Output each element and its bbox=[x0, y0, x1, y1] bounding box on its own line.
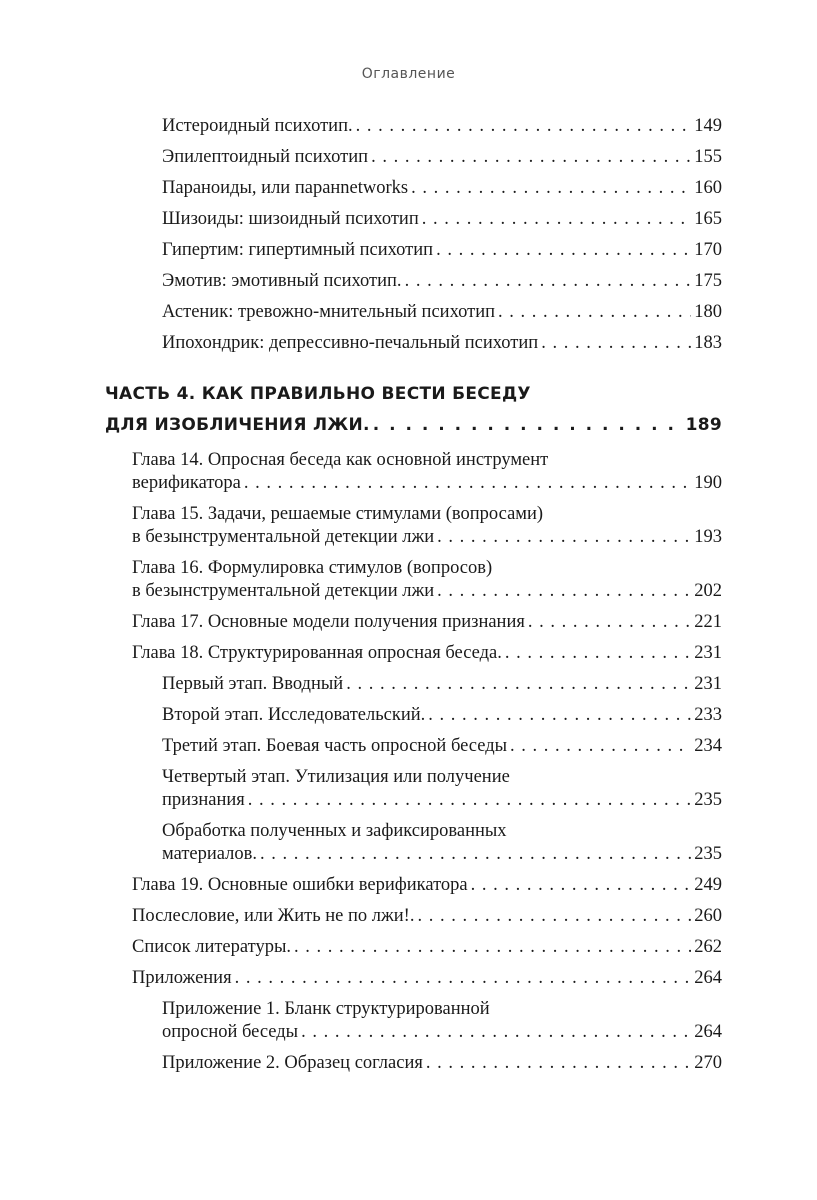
page-number: 190 bbox=[694, 473, 722, 493]
dot-leader bbox=[346, 673, 691, 696]
entry-title-line: Глава 18. Структурированная опросная беседа. bbox=[132, 643, 502, 663]
entry-title-line: материалов. bbox=[162, 844, 257, 864]
page-number: 260 bbox=[694, 906, 722, 926]
dot-leader bbox=[235, 967, 692, 990]
entry-title-line: Ипохондрик: депрессивно-печальный психотип bbox=[162, 333, 539, 353]
dot-leader bbox=[294, 936, 691, 959]
toc-entry[interactable] bbox=[0, 332, 817, 355]
table-of-contents bbox=[0, 115, 817, 1083]
toc-entry[interactable] bbox=[0, 449, 817, 495]
toc-part-4[interactable] bbox=[0, 379, 817, 441]
dot-leader bbox=[541, 332, 691, 355]
page-number: 262 bbox=[694, 937, 722, 957]
toc-entry[interactable] bbox=[0, 1052, 817, 1075]
entry-title-line: опросной беседы bbox=[162, 1022, 299, 1042]
dot-leader bbox=[505, 642, 691, 665]
dot-leader bbox=[436, 239, 691, 262]
entry-title-line: Обработка полученных и зафиксированных bbox=[162, 821, 507, 841]
dot-leader bbox=[498, 301, 691, 324]
entry-title-line: Приложение 1. Бланк структурированной bbox=[162, 999, 490, 1019]
entry-row bbox=[162, 239, 722, 262]
dot-leader bbox=[356, 115, 692, 138]
dot-leader bbox=[510, 735, 691, 758]
entry-row bbox=[132, 472, 722, 495]
toc-entry[interactable] bbox=[0, 642, 817, 665]
toc-entry[interactable] bbox=[0, 905, 817, 928]
page-number: 231 bbox=[694, 643, 722, 663]
page-number: 235 bbox=[694, 844, 722, 864]
dot-leader bbox=[260, 843, 691, 866]
page-number: 264 bbox=[694, 1022, 722, 1042]
page-number: 202 bbox=[694, 581, 722, 601]
page-number: 221 bbox=[694, 612, 722, 632]
entry-title-line: Астеник: тревожно-мнительный психотип bbox=[162, 302, 495, 322]
dot-leader bbox=[405, 270, 692, 293]
dot-leader bbox=[301, 1021, 691, 1044]
entry-row bbox=[132, 967, 722, 990]
entry-title-line: Список литературы. bbox=[132, 937, 292, 957]
toc-entry[interactable] bbox=[0, 936, 817, 959]
toc-entry[interactable] bbox=[0, 115, 817, 138]
entry-title-line: Второй этап. Исследовательский. bbox=[162, 705, 426, 725]
page-number: 270 bbox=[694, 1053, 722, 1073]
toc-entry[interactable] bbox=[0, 239, 817, 262]
entry-row bbox=[162, 1021, 722, 1044]
entry-row bbox=[132, 936, 722, 959]
toc-entry[interactable] bbox=[0, 611, 817, 634]
entry-title-line: Третий этап. Боевая часть опросной беседы bbox=[162, 736, 508, 756]
entry-row bbox=[132, 874, 722, 897]
toc-section-before bbox=[0, 115, 817, 355]
dot-leader bbox=[428, 704, 691, 727]
entry-title-line: Параноиды, или паранnetworks bbox=[162, 178, 409, 198]
entry-row bbox=[132, 611, 722, 634]
dot-leader bbox=[437, 526, 691, 549]
dot-leader bbox=[528, 611, 691, 634]
dot-leader bbox=[411, 177, 691, 200]
entry-title-line: Истероидный психотип. bbox=[162, 116, 353, 136]
toc-entry[interactable] bbox=[0, 146, 817, 169]
entry-row bbox=[132, 642, 722, 665]
entry-row bbox=[132, 580, 722, 603]
page-number: 149 bbox=[694, 116, 722, 136]
entry-row bbox=[162, 270, 722, 293]
running-header: Оглавление bbox=[361, 66, 456, 82]
dot-leader bbox=[248, 789, 691, 812]
entry-title-line: Первый этап. Вводный bbox=[162, 674, 344, 694]
entry-title-line: Эмотив: эмотивный психотип. bbox=[162, 271, 402, 291]
entry-title-line: Послесловие, или Жить не по лжи!. bbox=[132, 906, 415, 926]
dot-leader bbox=[371, 146, 691, 169]
part-title-line: ДЛЯ ИЗОБЛИЧЕНИЯ ЛЖИ. bbox=[105, 415, 370, 435]
entry-title-line: в безынструментальной детекции лжи bbox=[132, 581, 435, 601]
toc-entry[interactable] bbox=[0, 177, 817, 200]
page-number: 160 bbox=[694, 178, 722, 198]
part-title-row bbox=[105, 410, 722, 441]
page-number: 165 bbox=[694, 209, 722, 229]
page-number: 189 bbox=[685, 415, 722, 435]
entry-row bbox=[162, 301, 722, 324]
dot-leader bbox=[471, 874, 692, 897]
page-number: 180 bbox=[694, 302, 722, 322]
entry-title-line: Приложения bbox=[132, 968, 232, 988]
entry-title-line: Шизоиды: шизоидный психотип bbox=[162, 209, 419, 229]
toc-entry[interactable] bbox=[0, 766, 817, 812]
entry-title-line: в безынструментальной детекции лжи bbox=[132, 527, 435, 547]
toc-entry[interactable] bbox=[0, 208, 817, 231]
dot-leader bbox=[373, 410, 683, 441]
entry-row bbox=[162, 789, 722, 812]
entry-row bbox=[162, 208, 722, 231]
entry-row bbox=[162, 177, 722, 200]
entry-row bbox=[162, 673, 722, 696]
page-number: 264 bbox=[694, 968, 722, 988]
entry-title-line: Глава 17. Основные модели получения признания bbox=[132, 612, 525, 632]
entry-row bbox=[162, 1052, 722, 1075]
entry-row bbox=[162, 704, 722, 727]
toc-entry[interactable] bbox=[0, 270, 817, 293]
entry-title-line: Глава 14. Опросная беседа как основной инструмент bbox=[132, 450, 549, 470]
entry-row bbox=[132, 526, 722, 549]
entry-row bbox=[162, 146, 722, 169]
entry-row bbox=[162, 332, 722, 355]
dot-leader bbox=[422, 208, 692, 231]
toc-entry[interactable] bbox=[0, 557, 817, 603]
page-number: 235 bbox=[694, 790, 722, 810]
dot-leader bbox=[244, 472, 691, 495]
page-number: 231 bbox=[694, 674, 722, 694]
entry-title-line: Приложение 2. Образец согласия bbox=[162, 1053, 423, 1073]
entry-title-line: Эпилептоидный психотип bbox=[162, 147, 369, 167]
toc-entry[interactable] bbox=[0, 704, 817, 727]
page-number: 249 bbox=[694, 875, 722, 895]
toc-entry[interactable] bbox=[0, 967, 817, 990]
toc-entry[interactable] bbox=[0, 874, 817, 897]
page-number: 193 bbox=[694, 527, 722, 547]
toc-entry[interactable] bbox=[0, 503, 817, 549]
toc-entry[interactable] bbox=[0, 998, 817, 1044]
page-number: 183 bbox=[694, 333, 722, 353]
page-number: 234 bbox=[694, 736, 722, 756]
dot-leader bbox=[437, 580, 691, 603]
part-title-line: ЧАСТЬ 4. КАК ПРАВИЛЬНО ВЕСТИ БЕСЕДУ bbox=[105, 384, 531, 404]
toc-entry[interactable] bbox=[0, 301, 817, 324]
page-number: 170 bbox=[694, 240, 722, 260]
entry-row bbox=[162, 735, 722, 758]
entry-title-line: Глава 15. Задачи, решаемые стимулами (вопросами) bbox=[132, 504, 544, 524]
entry-row bbox=[162, 843, 722, 866]
dot-leader bbox=[426, 1052, 691, 1075]
toc-entry[interactable] bbox=[0, 673, 817, 696]
entry-title-line: верификатора bbox=[132, 473, 241, 493]
entry-row bbox=[162, 115, 722, 138]
entry-title-line: Гипертим: гипертимный психотип bbox=[162, 240, 434, 260]
entry-title-line: Четвертый этап. Утилизация или получение bbox=[162, 767, 510, 787]
page-number: 155 bbox=[694, 147, 722, 167]
page-number: 175 bbox=[694, 271, 722, 291]
entry-title-line: Глава 19. Основные ошибки верификатора bbox=[132, 875, 468, 895]
dot-leader bbox=[417, 905, 691, 928]
toc-entry[interactable] bbox=[0, 820, 817, 866]
toc-section-after bbox=[0, 449, 817, 1075]
entry-title-line: Глава 16. Формулировка стимулов (вопросов) bbox=[132, 558, 493, 578]
page-number: 233 bbox=[694, 705, 722, 725]
toc-entry[interactable] bbox=[0, 735, 817, 758]
entry-row bbox=[132, 905, 722, 928]
entry-title-line: признания bbox=[162, 790, 245, 810]
